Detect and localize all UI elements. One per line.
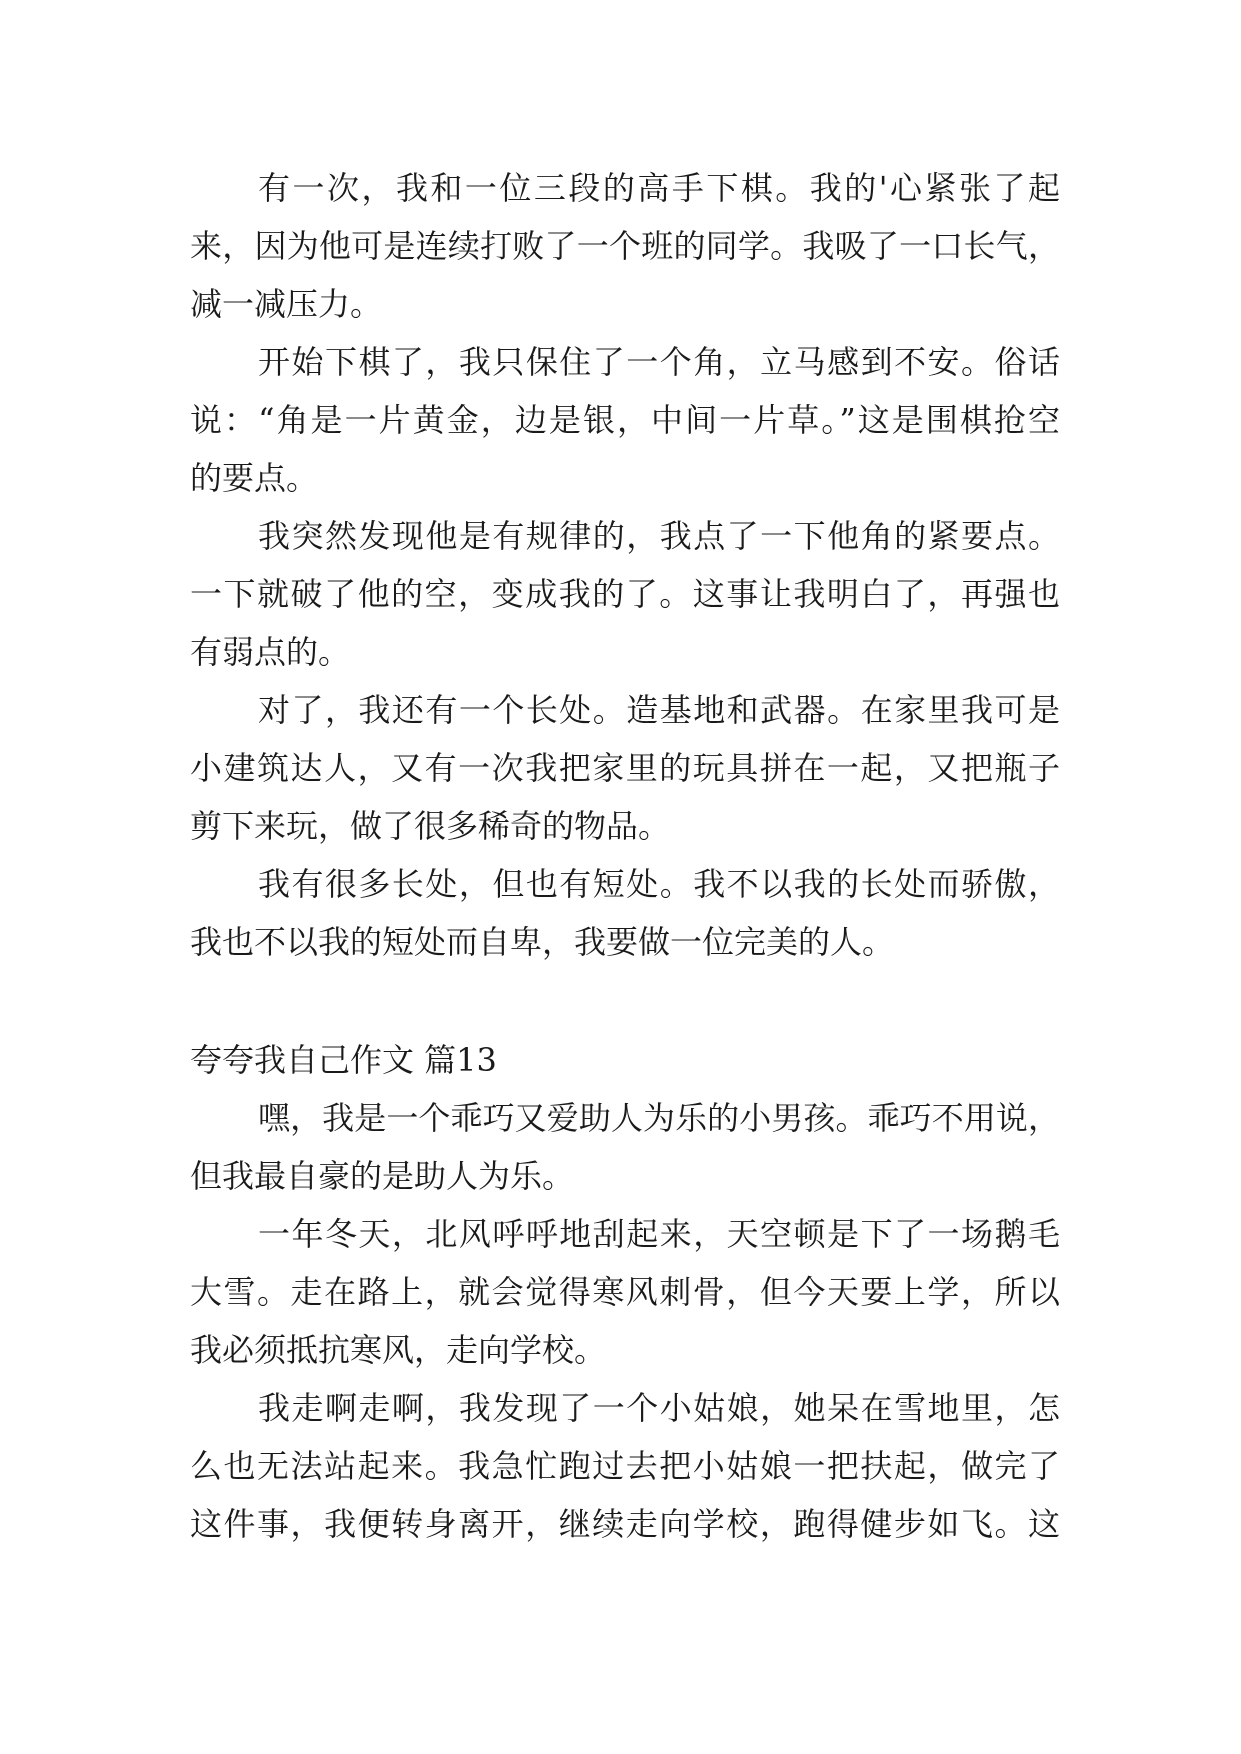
paragraph-line: 我突然发现他是有规律的，我点了一下他角的紧要点。 — [258, 517, 1060, 555]
paragraph-line: 一下就破了他的空，变成我的了。这事让我明白了，再强也 — [190, 575, 1060, 613]
paragraph-line: 对了，我还有一个长处。造基地和武器。在家里我可是 — [258, 691, 1060, 729]
paragraph-line: 有一次，我和一位三段的高手下棋。我的'心紧张了起 — [258, 169, 1060, 207]
paragraph-line: 来，因为他可是连续打败了一个班的同学。我吸了一口长气， — [190, 227, 1060, 265]
paragraph-line: 减一减压力。 — [190, 285, 383, 323]
paragraph-line: 说：“角是一片黄金，边是银，中间一片草。”这是围棋抢空 — [190, 401, 1060, 439]
paragraph-line: 的要点。 — [190, 459, 319, 497]
section-heading: 夸夸我自己作文 篇13 — [190, 1041, 497, 1079]
paragraph-line: 我必须抵抗寒风，走向学校。 — [190, 1331, 607, 1369]
paragraph-line: 我也不以我的短处而自卑，我要做一位完美的人。 — [190, 923, 895, 961]
paragraph-line: 有弱点的。 — [190, 633, 351, 671]
paragraph-line: 么也无法站起来。我急忙跑过去把小姑娘一把扶起，做完了 — [190, 1447, 1060, 1485]
paragraph-line: 我走啊走啊，我发现了一个小姑娘，她呆在雪地里，怎 — [258, 1389, 1060, 1427]
paragraph-line: 嘿，我是一个乖巧又爱助人为乐的小男孩。乖巧不用说， — [258, 1099, 1060, 1137]
paragraph-line: 一年冬天，北风呼呼地刮起来，天空顿是下了一场鹅毛 — [258, 1215, 1060, 1253]
paragraph-line: 我有很多长处，但也有短处。我不以我的长处而骄傲， — [258, 865, 1060, 903]
paragraph-line: 这件事，我便转身离开，继续走向学校，跑得健步如飞。这 — [190, 1505, 1060, 1543]
paragraph-line: 开始下棋了，我只保住了一个角，立马感到不安。俗话 — [258, 343, 1060, 381]
paragraph-line: 剪下来玩，做了很多稀奇的物品。 — [190, 807, 671, 845]
paragraph-line: 大雪。走在路上，就会觉得寒风刺骨，但今天要上学，所以 — [190, 1273, 1060, 1311]
paragraph-line: 但我最自豪的是助人为乐。 — [190, 1157, 575, 1195]
paragraph-line: 小建筑达人，又有一次我把家里的玩具拼在一起，又把瓶子 — [190, 749, 1060, 787]
